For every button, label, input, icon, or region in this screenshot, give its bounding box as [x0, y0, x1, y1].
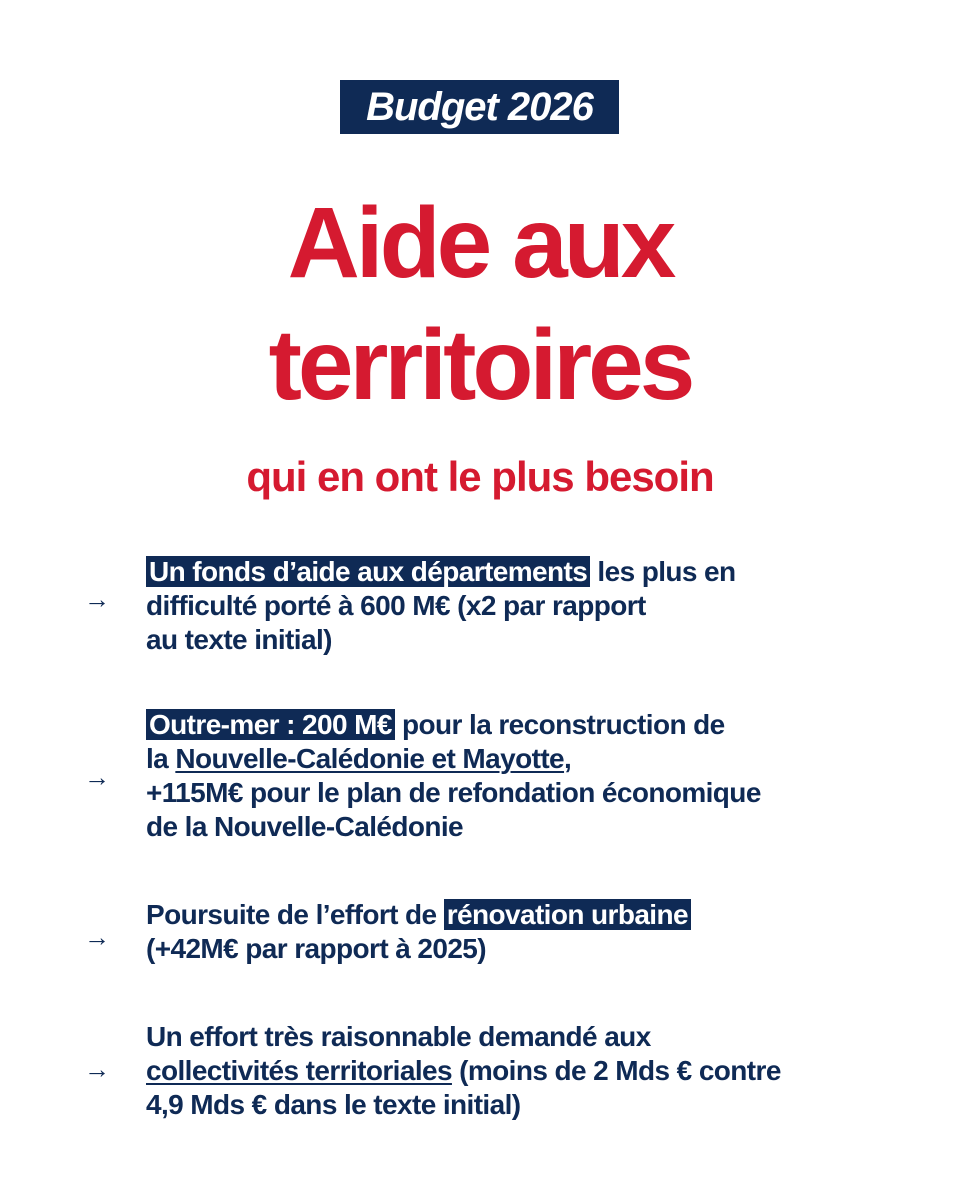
bullet-text: +115M€ pour le plan de refondation économique — [146, 777, 761, 808]
bullet-highlight: Un fonds d’aide aux départements — [146, 556, 590, 587]
subtitle: qui en ont le plus besoin — [246, 453, 714, 500]
bullet-renovation-urbaine — [146, 898, 886, 966]
bullet-text: Un effort très raisonnable demandé aux — [146, 1021, 651, 1052]
bullet-text: difficulté porté à 600 M€ (x2 par rapport — [146, 590, 646, 621]
bullet-outre-mer — [146, 708, 886, 844]
bullet-text: 4,9 Mds € dans le texte initial) — [146, 1089, 521, 1120]
bullet-text: (moins de 2 Mds € contre — [451, 1055, 781, 1086]
arrow-right-icon: → — [84, 584, 110, 614]
bullet-underlined: collectivités territoriales — [146, 1055, 452, 1086]
arrow-right-icon: → — [84, 922, 110, 952]
bullet-highlight: rénovation urbaine — [444, 899, 691, 930]
bullet-text: au texte initial) — [146, 624, 332, 655]
bullet-departements — [146, 555, 886, 657]
bullet-text: (+42M€ par rapport à 2025) — [146, 933, 486, 964]
title-line-1: Aide aux — [287, 187, 673, 299]
arrow-right-icon: → — [84, 762, 110, 792]
bullet-text: Poursuite de l’effort de — [146, 899, 444, 930]
bullet-highlight: Outre-mer : 200 M€ — [146, 709, 395, 740]
budget-tag: Budget 2026 — [340, 80, 619, 134]
arrow-right-icon: → — [84, 1054, 110, 1084]
bullet-text: la — [146, 743, 176, 774]
bullet-text: pour la reconstruction de — [394, 709, 725, 740]
bullet-collectivites — [146, 1020, 886, 1122]
bullet-text: de la Nouvelle-Calédonie — [146, 811, 464, 842]
bullet-text: , — [564, 743, 572, 774]
title-line-2: territoires — [268, 309, 692, 421]
bullet-text: les plus en — [590, 556, 736, 587]
bullet-underlined: Nouvelle-Calédonie et Mayotte — [175, 743, 565, 774]
